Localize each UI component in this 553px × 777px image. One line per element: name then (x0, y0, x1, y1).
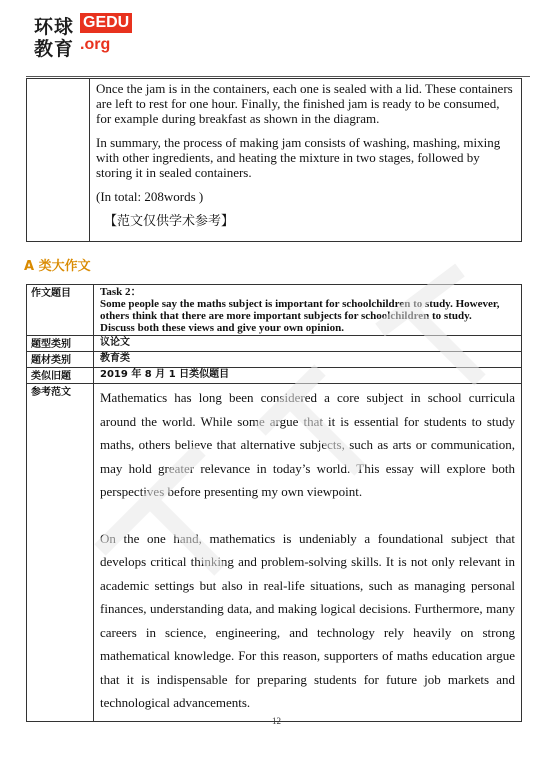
topic-value: 教育类 (94, 352, 522, 368)
label-topic: 题材类别 (27, 352, 94, 368)
task-table (26, 284, 522, 722)
logo-en-top: GEDU (80, 13, 132, 33)
task-instruction: Discuss both these views and give your own opinion. (100, 322, 344, 334)
task-prompt (94, 285, 522, 336)
essay-paragraph: On the one hand, mathematics is undeniably a foundational subject that develops critical thinking and problem-solving skills. It is not only relevant in academic settings but also in real-life situations, such as managing personal finances, understanding data, and making logical decisions. Furthermore, many careers in science, engineering, and technology rely heavily on strong mathematical knowledge. For this reason, supporters of maths education argue that it is indispensable for preparing students for future job markets and technological advancements. (100, 530, 515, 710)
sample-essay (94, 384, 522, 722)
logo-cn-top: 环球 (34, 16, 75, 38)
page-number: 12 (272, 716, 281, 726)
similar-value: 2019 年 8 月 1 日类似题目 (94, 368, 522, 384)
header-divider (26, 76, 530, 77)
gedu-logo (34, 12, 144, 60)
essay-paragraph: Mathematics has long been considered a core subject in school curricula around the world. While some argue that it is essential for students to study maths, others believe that alternative subjects, such as arts or communication, may hold greater relevance in today’s world. This essay will explore both perspectives before presenting my own viewpoint. (100, 390, 515, 499)
task-number: Task 2： (100, 286, 142, 298)
prev-paragraph: In summary, the process of making jam consists of washing, mashing, mixing with other ingredients, and heating the mixture in two stages, followed by storing it in sealed containers. (96, 135, 501, 180)
word-count: (In total: 208words ) (96, 189, 204, 204)
label-title: 作文题目 (27, 285, 94, 336)
logo-en-bottom: .org (80, 36, 111, 53)
section-title: A 类大作文 (24, 259, 91, 274)
type-value: 议论文 (94, 336, 522, 352)
previous-essay-cell (90, 79, 522, 242)
logo-cn-bottom: 教育 (34, 38, 75, 60)
prev-paragraph: Once the jam is in the containers, each one is sealed with a lid. These containers are left to rest for one hour. Finally, the finished jam is ready to be consumed, for example during breakfast as shown in the diagram. (96, 81, 513, 126)
label-similar: 类似旧题 (27, 368, 94, 384)
reference-note: 【范文仅供学术参考】 (104, 213, 235, 228)
empty-label-cell (27, 79, 90, 242)
previous-essay-table (26, 78, 522, 242)
label-type: 题型类别 (27, 336, 94, 352)
task-question: Some people say the maths subject is important for schoolchildren to study. However, others think that there are more important subjects for schoolchildren to study. (100, 298, 500, 322)
label-sample: 参考范文 (27, 384, 94, 722)
